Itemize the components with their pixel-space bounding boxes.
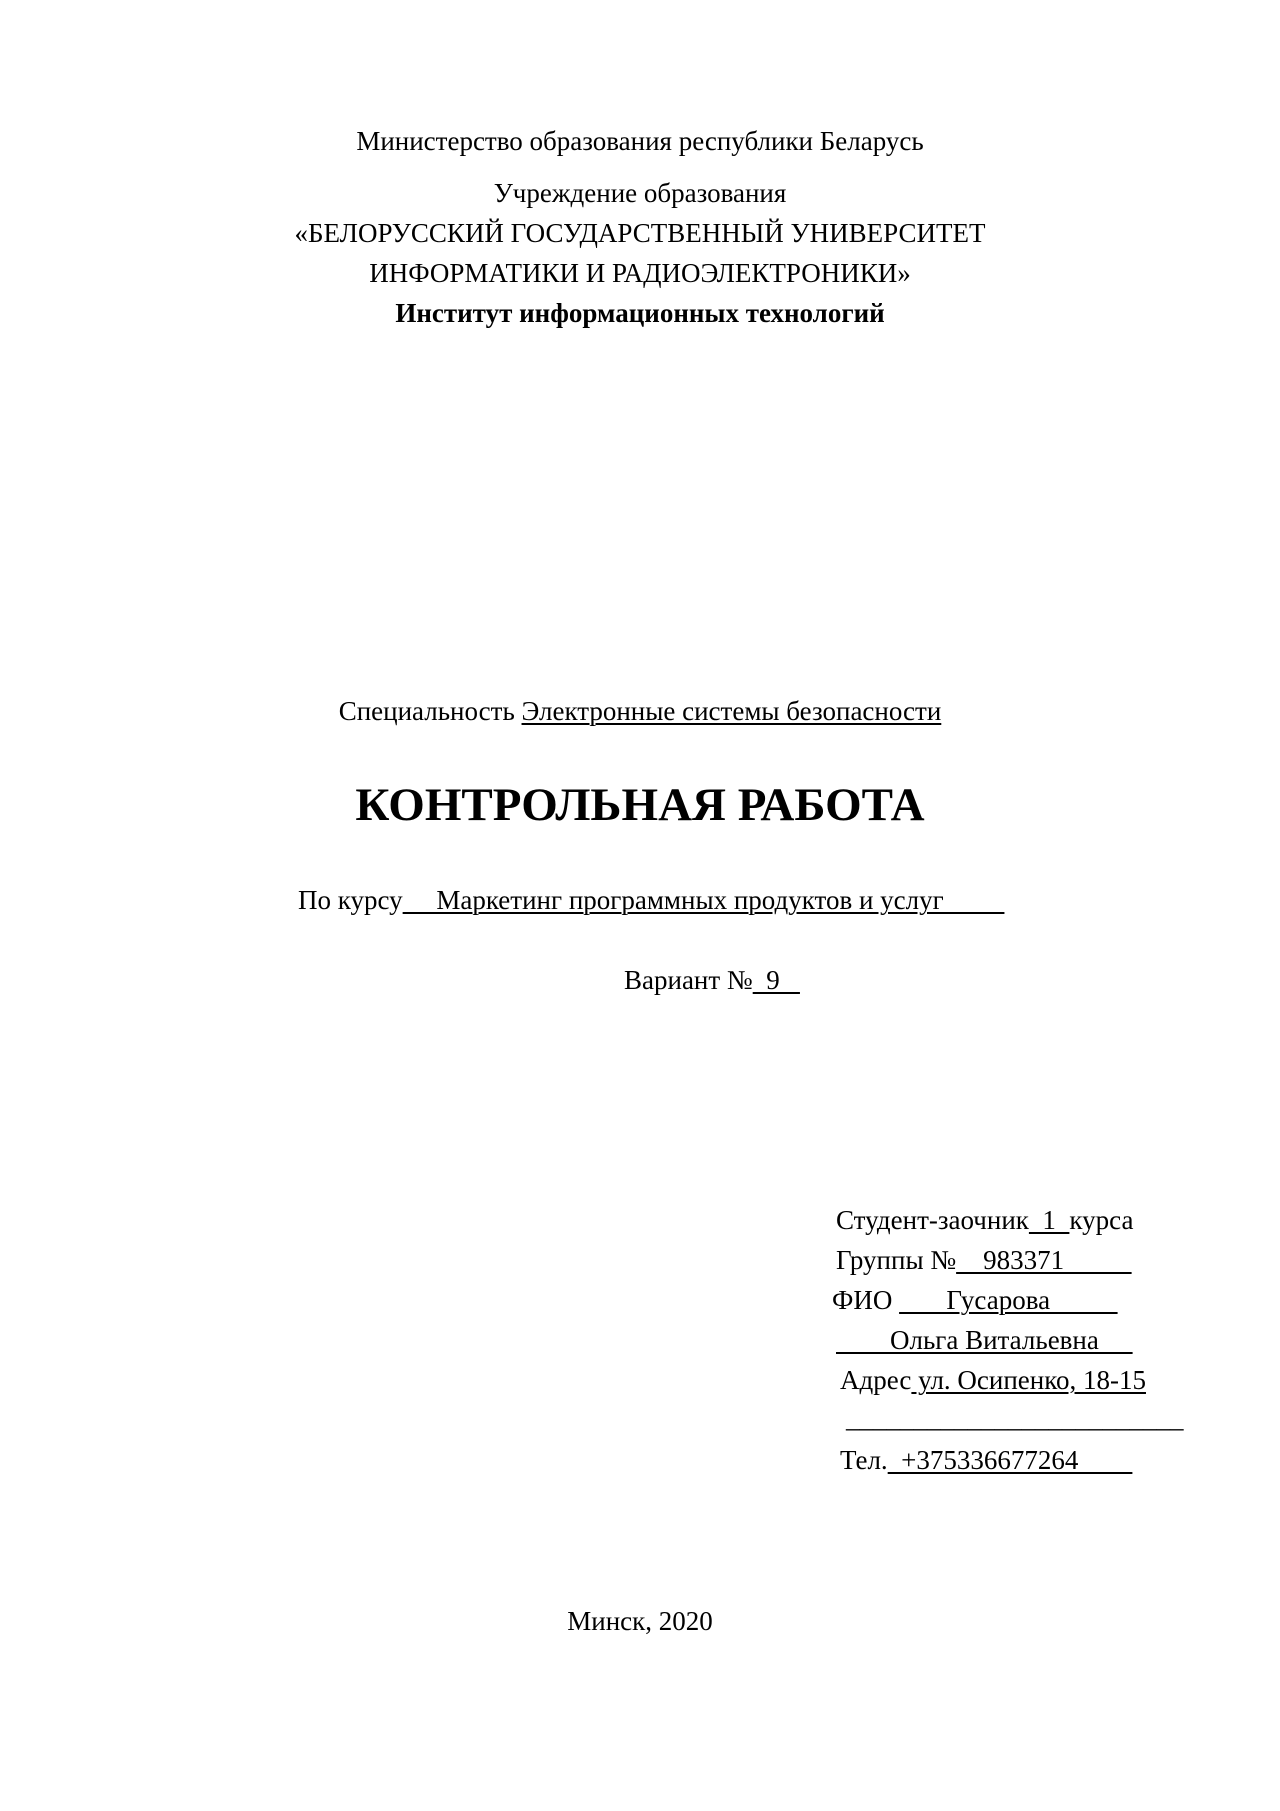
fio-value2: Ольга Витальевна: [836, 1325, 1133, 1355]
address-label: Адрес: [840, 1365, 912, 1395]
student-year-label: Студент-заочник: [836, 1205, 1029, 1235]
fio-label: ФИО: [832, 1285, 900, 1315]
specialty-value: Электронные системы безопасности: [521, 696, 942, 726]
group-label: Группы №: [836, 1245, 957, 1275]
phone-label: Тел.: [840, 1445, 888, 1475]
address-blank-line: _________________________: [846, 1403, 1184, 1433]
course-value: Маркетинг программных продуктов и услуг: [402, 885, 1005, 915]
student-year-line: [836, 1207, 1133, 1234]
address-value: ул. Осипенко, 18-15: [911, 1365, 1146, 1395]
student-year-suffix: курса: [1069, 1205, 1134, 1235]
specialty-line: [0, 698, 1280, 725]
document-title: КОНТРОЛЬНАЯ РАБОТА: [355, 779, 925, 831]
address-line: [840, 1367, 1146, 1394]
variant-value: 9: [752, 965, 800, 995]
student-year-value: 1: [1028, 1205, 1070, 1235]
fio-value: Гусарова: [899, 1285, 1118, 1315]
group-value: 983371: [956, 1245, 1132, 1275]
phone-line: [840, 1447, 1132, 1474]
phone-value: +375336677264: [887, 1445, 1133, 1475]
course-line: [298, 887, 1004, 914]
variant-line: [624, 967, 800, 994]
institution-type: Учреждение образования: [493, 178, 787, 208]
variant-label: Вариант №: [624, 965, 753, 995]
fio-line2: [836, 1327, 1133, 1354]
institute-name: Институт информационных технологий: [395, 298, 885, 328]
ministry-heading: Министерство образования республики Беларусь: [356, 126, 924, 156]
course-label: По курсу: [298, 885, 403, 915]
university-name-line2: ИНФОРМАТИКИ И РАДИОЭЛЕКТРОНИКИ»: [369, 258, 911, 288]
group-line: [836, 1247, 1132, 1274]
fio-line: [832, 1287, 1118, 1314]
specialty-label: Специальность: [338, 696, 522, 726]
university-name-line1: «БЕЛОРУССКИЙ ГОСУДАРСТВЕННЫЙ УНИВЕРСИТЕТ: [294, 218, 986, 248]
city-year: Минск, 2020: [567, 1606, 713, 1636]
